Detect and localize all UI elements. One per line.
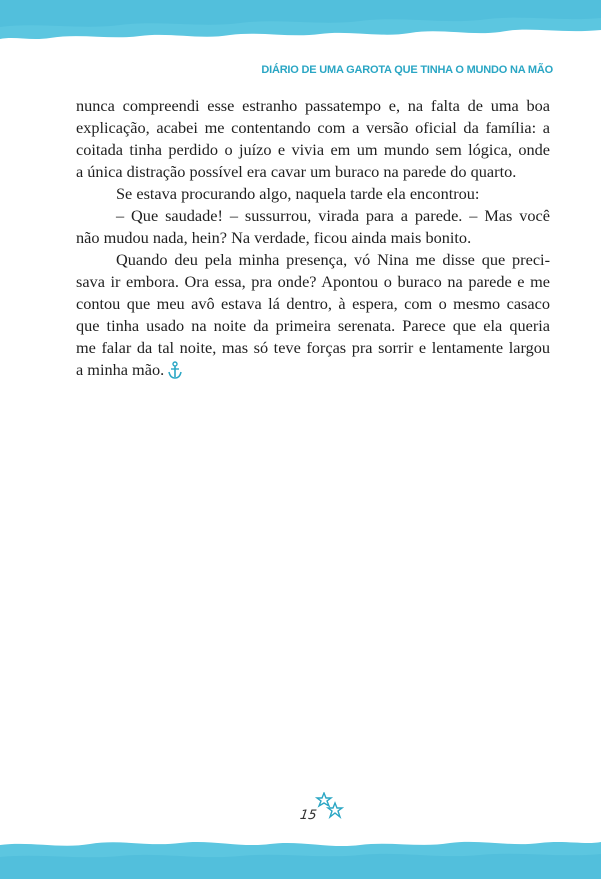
- text-line: Se estava procurando algo, naquela tarde ela encontrou:: [116, 184, 480, 203]
- stars-icon: [314, 792, 344, 820]
- text-line: explicação, acabei me contentando com a versão oficial da família: a: [76, 118, 550, 137]
- anchor-icon: [168, 361, 182, 385]
- running-header: DIÁRIO DE UMA GAROTA QUE TINHA O MUNDO NA MÃO: [261, 64, 553, 76]
- text-line: a única distração possível era cavar um buraco na parede do quarto.: [76, 162, 517, 181]
- final-line-text: a minha mão.: [76, 360, 165, 379]
- text-line: não mudou nada, hein? Na verdade, ficou ainda mais bonito.: [76, 228, 472, 247]
- text-line-final: [76, 359, 550, 381]
- text-line: que tinha usado na noite da primeira serenata. Parece que ela queria: [76, 316, 550, 335]
- text-line: Quando deu pela minha presença, vó Nina me disse que preci-: [116, 250, 550, 269]
- bottom-decorative-band: [0, 827, 601, 879]
- body-text: [76, 95, 550, 381]
- page-number: 15: [298, 808, 318, 823]
- text-line: – Que saudade! – sussurrou, virada para a parede. – Mas você: [116, 206, 550, 225]
- text-line: nunca compreendi esse estranho passatempo e, na falta de uma boa: [76, 96, 550, 115]
- top-decorative-band: [0, 0, 601, 48]
- text-line: me falar da tal noite, mas só teve forças pra sorrir e lentamente largou: [76, 338, 550, 357]
- text-line: contou que meu avô estava lá dentro, à espera, com o mesmo casaco: [76, 294, 550, 313]
- text-line: sava ir embora. Ora essa, pra onde? Apontou o buraco na parede e me: [76, 272, 550, 291]
- text-line: coitada tinha perdido o juízo e vivia em um mundo sem lógica, onde: [76, 140, 550, 159]
